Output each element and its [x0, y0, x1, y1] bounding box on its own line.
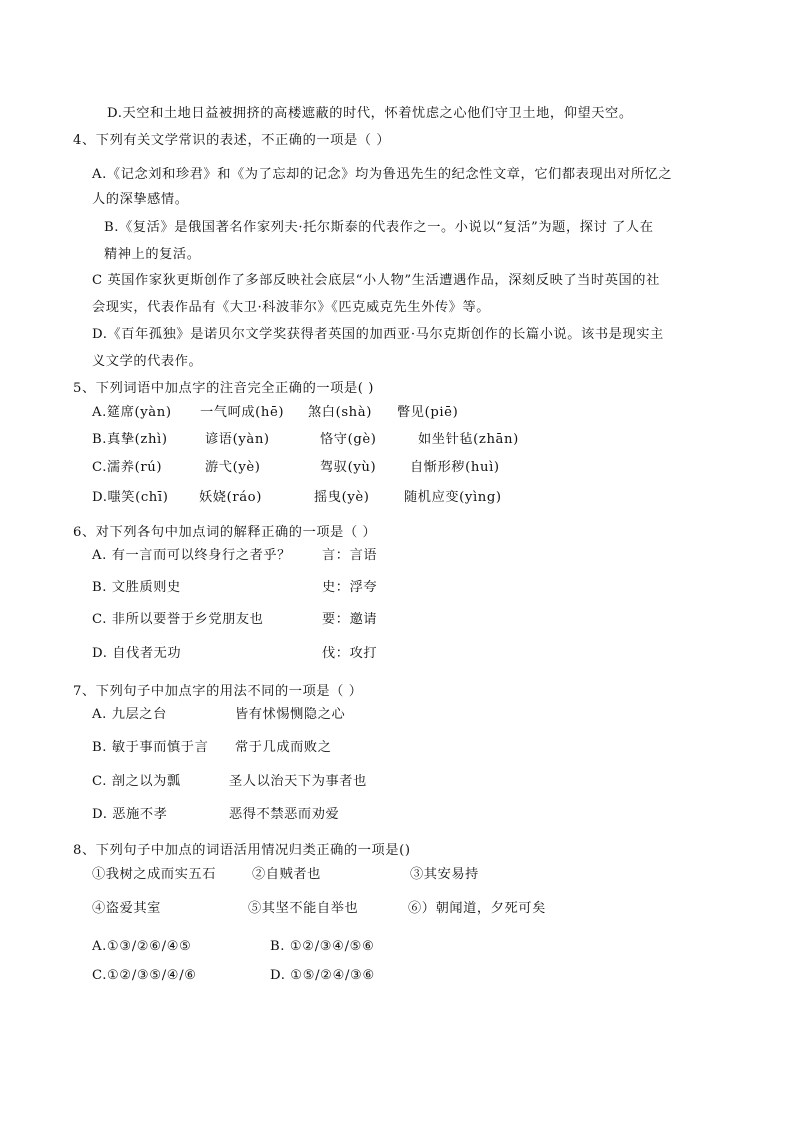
- q8-answer: D. ①⑤/②④/③⑥: [270, 968, 375, 983]
- q8-sentence: ②自贼者也: [252, 867, 321, 882]
- q7-sentence-2: 圣人以治天下为事者也: [229, 774, 367, 789]
- q5-option-c: [92, 459, 500, 477]
- q8-answers-row-1: [92, 938, 375, 956]
- q7-sentence-2: 皆有怵惕恻隐之心: [235, 707, 346, 722]
- q4-option-a-line2: 人的深挚感情。: [92, 192, 189, 207]
- q5-c-item: C.濡养(rú): [92, 460, 163, 475]
- q5-a-item: 一气呵成(hē): [200, 405, 285, 420]
- q5-option-b: [92, 431, 519, 449]
- q5-a-item: A.筵席(yàn): [92, 405, 172, 420]
- q8-answer: A.①③/②⑥/④⑤: [92, 939, 192, 954]
- q5-d-item: D.嗤笑(chī): [92, 490, 169, 505]
- q8-sentence: ③其安易持: [410, 867, 479, 882]
- q5-c-item: 驾驭(yù): [320, 460, 377, 475]
- q7-sentence-1: B. 敏于事而慎于言: [92, 740, 209, 755]
- q5-stem: 5、下列词语中加点字的注音完全正确的一项是( ): [73, 381, 375, 396]
- q7-stem: 7、下列句子中加点字的用法不同的一项是（ ）: [73, 684, 363, 699]
- q4-stem: 4、下列有关文学常识的表述，不正确的一项是（ ）: [73, 133, 391, 148]
- q5-c-item: 游弋(yè): [205, 460, 261, 475]
- q8-sentences-row-1: [92, 866, 479, 884]
- q6-explanation: 伐：攻打: [322, 646, 378, 661]
- q6-option-a: [92, 547, 378, 565]
- q4-option-a-line1: A.《记念刘和珍君》和《为了忘却的记念》均为鲁迅先生的纪念性文章，它们都表现出对所忆之: [92, 167, 673, 182]
- q5-b-item: B.真挚(zhì): [92, 432, 168, 447]
- q5-option-d: [92, 489, 502, 507]
- q8-answers-row-2: [92, 967, 375, 985]
- q8-sentence: ④盗爱其室: [92, 901, 161, 916]
- q6-option-d: [92, 645, 378, 663]
- q5-a-item: 煞白(shà): [308, 405, 372, 420]
- q7-sentence-1: C. 剖之以为瓢: [92, 774, 181, 789]
- q5-b-item: 如坐针毡(zhān): [418, 432, 519, 447]
- q4-option-b-line1: B.《复活》是俄国著名作家列夫·托尔斯泰的代表作之一。小说以“复活”为题，探讨 了人在: [104, 220, 654, 235]
- q5-a-item: 瞥见(piē): [397, 405, 459, 420]
- q7-sentence-2: 恶得不禁恶而劝爱: [229, 807, 340, 822]
- q6-sentence: B. 文胜质则史: [92, 580, 181, 595]
- q7-option-c: [92, 773, 367, 791]
- q7-option-d: [92, 806, 340, 824]
- q8-sentence: ⑥）朝闻道，夕死可矣: [408, 901, 546, 916]
- q7-option-b: [92, 739, 332, 757]
- q5-d-item: 妖娆(ráo): [199, 490, 262, 505]
- q8-sentences-row-2: [92, 900, 546, 918]
- q8-answer: C.①②/③⑤/④/⑥: [92, 968, 197, 983]
- q6-explanation: 要：邀请: [322, 612, 378, 627]
- q6-explanation: 史：浮夸: [322, 580, 378, 595]
- q6-sentence: C. 非所以要誉于乡党朋友也: [92, 612, 264, 627]
- q3-option-d: D.天空和土地日益被拥挤的高楼遮蔽的时代，怀着忧虑之心他们守卫土地，仰望天空。: [107, 106, 633, 121]
- q5-option-a: [92, 404, 459, 422]
- q6-sentence: D. 自伐者无功: [92, 646, 182, 661]
- q7-sentence-2: 常于几成而败之: [235, 740, 332, 755]
- q6-explanation: 言：言语: [322, 548, 378, 563]
- q4-option-d-line2: 义文学的代表作。: [92, 354, 203, 369]
- q6-stem: 6、对下列各句中加点词的解释正确的一项是（ ）: [73, 525, 377, 540]
- q6-option-b: [92, 579, 378, 597]
- q8-sentence: ①我树之成而实五石: [92, 867, 217, 882]
- q7-sentence-1: A. 九层之台: [92, 707, 167, 722]
- q8-stem: 8、下列句子中加点的词语活用情况归类正确的一项是(): [73, 843, 411, 858]
- q8-answer: B. ①②/③④/⑤⑥: [270, 939, 375, 954]
- q5-b-item: 谚语(yàn): [205, 432, 270, 447]
- q4-option-c-line1: C 英国作家狄更斯创作了多部反映社会底层“小人物”生活遭遇作品，深刻反映了当时英国的社: [92, 273, 660, 288]
- q6-option-c: [92, 611, 378, 629]
- q4-option-b-line2: 精神上的复活。: [104, 247, 201, 262]
- q6-sentence: A. 有一言而可以终身行之者乎？: [92, 548, 291, 563]
- q7-sentence-1: D. 恶施不孝: [92, 807, 168, 822]
- q4-option-c-line2: 会现实，代表作品有《大卫·科波菲尔》《匹克威克先生外传》等。: [92, 300, 491, 315]
- q4-option-d-line1: D.《百年孤独》是诺贝尔文学奖获得者英国的加西亚·马尔克斯创作的长篇小说。该书是现实主: [92, 327, 664, 342]
- q5-b-item: 恪守(gè): [320, 432, 377, 447]
- q7-option-a: [92, 706, 346, 724]
- q5-d-item: 随机应变(yìng): [404, 490, 502, 505]
- q5-d-item: 摇曳(yè): [314, 490, 370, 505]
- q5-c-item: 自惭形秽(huì): [410, 460, 500, 475]
- q8-sentence: ⑤其坚不能自举也: [248, 901, 359, 916]
